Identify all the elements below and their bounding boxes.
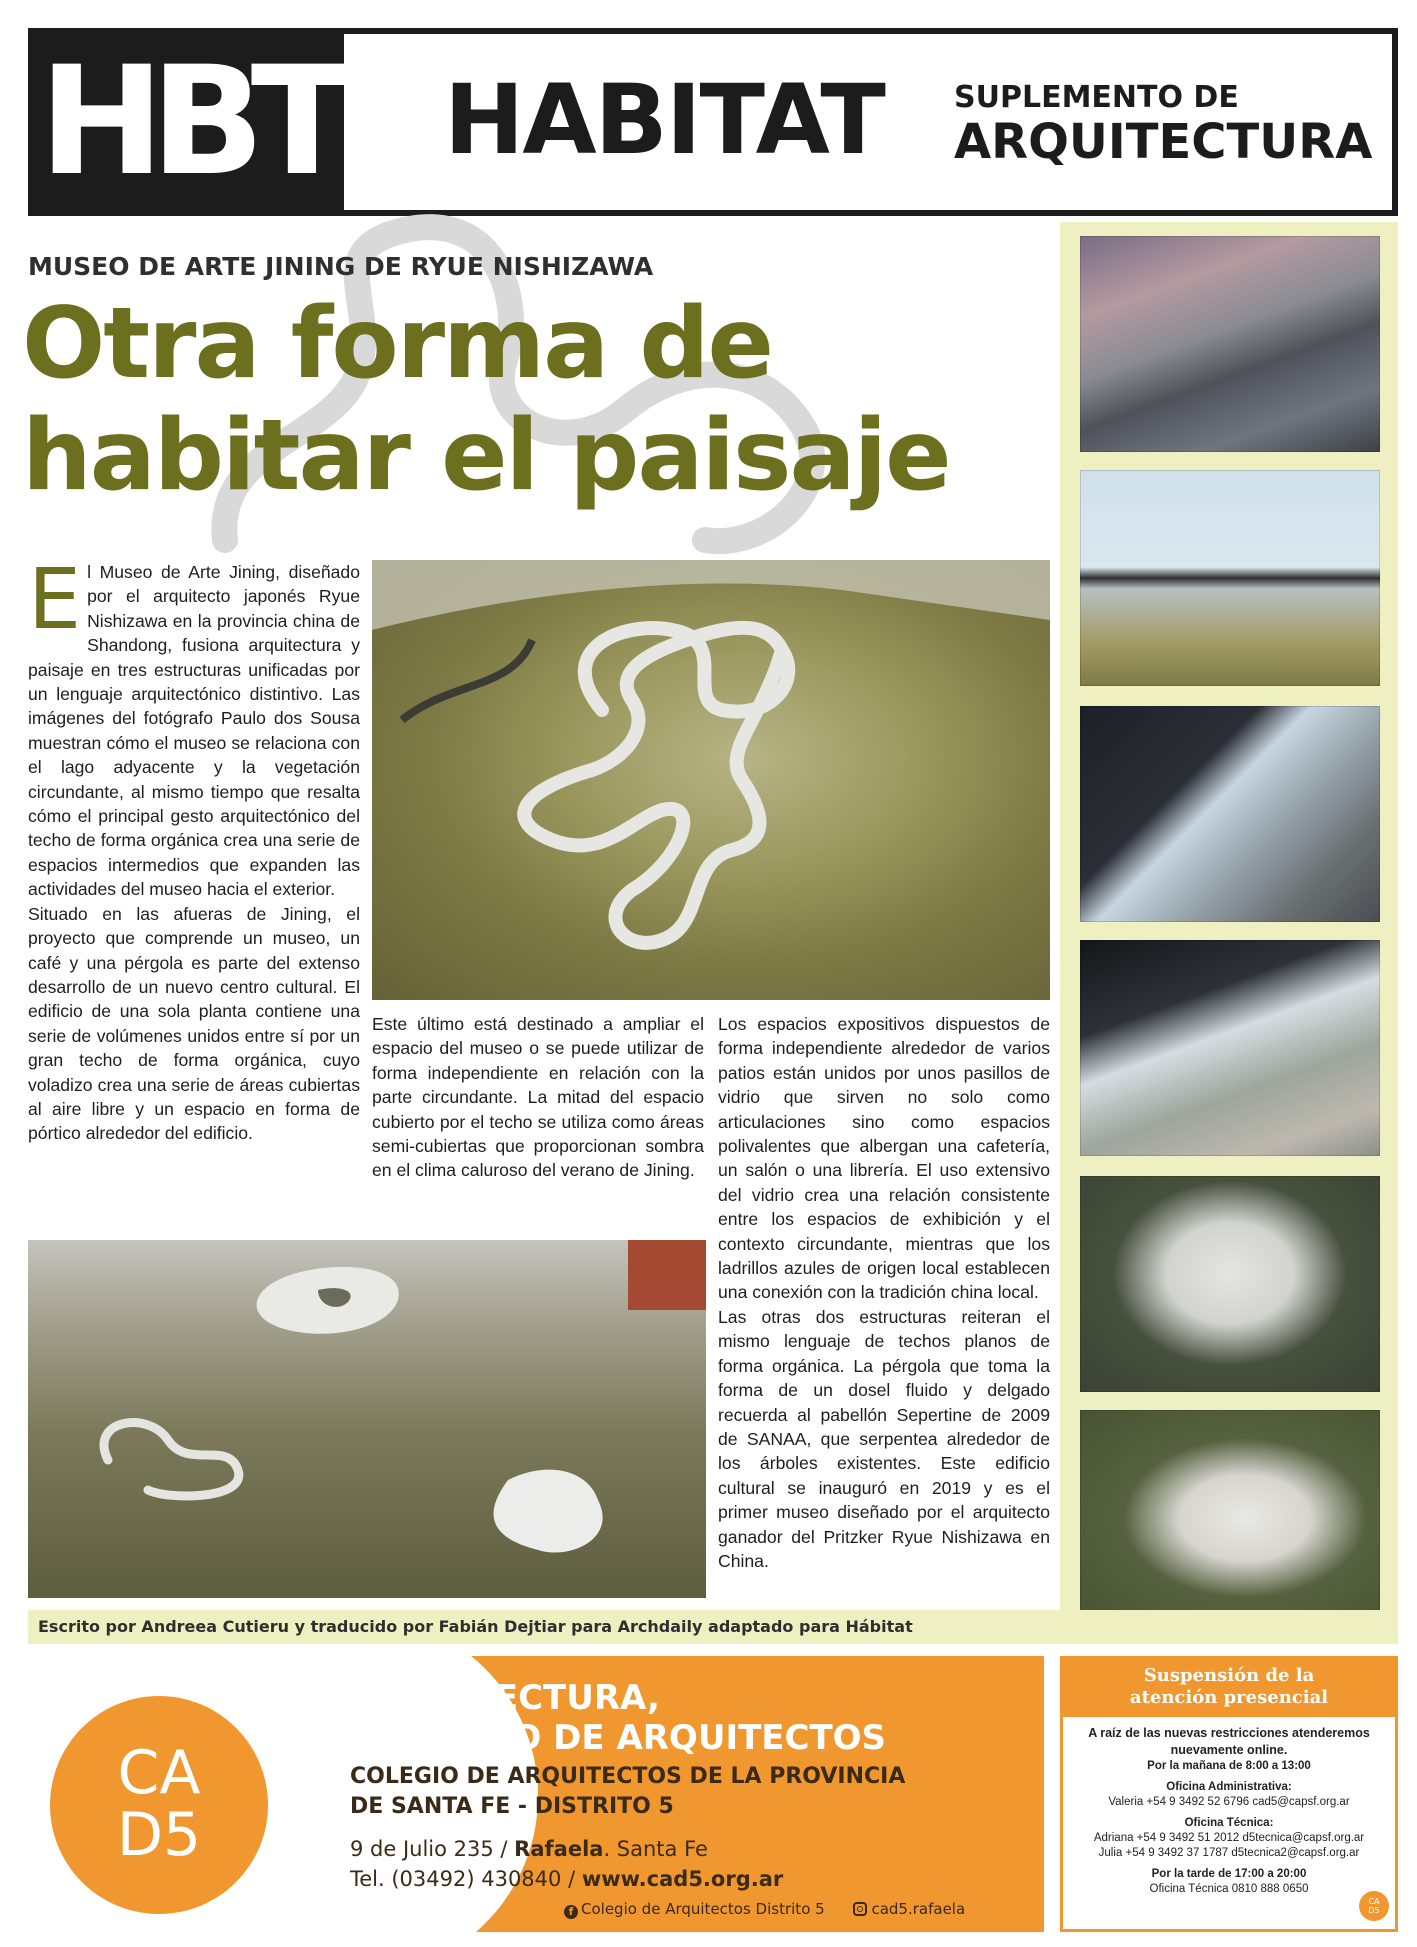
hbt-logo: HBT bbox=[34, 34, 344, 210]
facebook-link[interactable] bbox=[564, 1900, 825, 1918]
notice-title-line-2: atención presencial bbox=[1129, 1687, 1329, 1708]
ad-org-line-1: COLEGIO DE ARQUITECTOS DE LA PROVINCIA bbox=[350, 1764, 906, 1789]
ad-province: . Santa Fe bbox=[603, 1837, 708, 1861]
photo-museum-roof-aerial bbox=[1080, 1176, 1380, 1392]
notice-afternoon-hours: Por la tarde de 17:00 a 20:00 bbox=[1151, 1868, 1307, 1880]
cad5-advertisement bbox=[28, 1656, 1044, 1932]
notice-tech-contact-2: Julia +54 9 3492 37 1787 d5tecnica2@capsf.org.ar bbox=[1098, 1847, 1360, 1859]
notice-tech-phone: Oficina Técnica 0810 888 0650 bbox=[1149, 1883, 1309, 1895]
notice-admin-contact: Valeria +54 9 3492 52 6796 cad5@capsf.org.ar bbox=[1108, 1796, 1350, 1808]
mini-logo-line-1: CA bbox=[1368, 1897, 1380, 1906]
headline-line-1: Otra forma de bbox=[22, 287, 773, 401]
photo-glass-corridor bbox=[1080, 940, 1380, 1156]
masthead-title: HABITAT bbox=[444, 64, 884, 176]
ad-title bbox=[350, 1678, 886, 1758]
photo-cafe-roof-aerial bbox=[1080, 1410, 1380, 1626]
article-paragraph: l Museo de Arte Jining, diseñado por el arquitecto japonés Ryue Nishizawa en la provincia china de Shandong, fusiona arquitectura y paisaje en tres estructuras unificadas por un lenguaje arquitectónico distintivo. Las imágenes del fotógrafo Paulo dos Sousa muestran cómo el museo se relaciona con el lago adyacente y la vegetación circundante, al mismo tiempo que resalta cómo el principal gesto arquitectónico del techo de forma orgánica crea una serie de espacios intermedios que expanden las actividades del museo hacia el exterior. bbox=[28, 562, 360, 900]
article-column-1 bbox=[28, 550, 360, 1146]
article-kicker: MUSEO DE ARTE JINING DE RYUE NISHIZAWA bbox=[28, 252, 654, 281]
cad5-logo-line-1: CA bbox=[117, 1738, 201, 1808]
ad-website-link[interactable]: www.cad5.org.ar bbox=[581, 1867, 784, 1891]
cad5-logo bbox=[50, 1696, 268, 1914]
masthead-subtitle-1: SUPLEMENTO DE bbox=[954, 80, 1239, 115]
article-column-3 bbox=[718, 1012, 1050, 1573]
ad-org-line-2: DE SANTA FE - DISTRITO 5 bbox=[350, 1794, 674, 1819]
headline-line-2: habitar el paisaje bbox=[22, 399, 950, 513]
facebook-label: Colegio de Arquitectos Distrito 5 bbox=[581, 1900, 825, 1918]
notice-body bbox=[1063, 1717, 1395, 1897]
article-column-2 bbox=[372, 1012, 704, 1183]
article-paragraph: Las otras dos estructuras reiteran el mismo lenguaje de techos planos de forma orgánica. La pérgola que toma la forma de un dosel fluido y delgado recuerda al pabellón Sepertine de 2009 de SANAA, que serpentea alrededor de los árboles existentes. Este edificio cultural se inauguró en 2019 y es el primer museo diseñado por el arquitecto ganador del Pritzker Ryue Nishizawa en China. bbox=[718, 1306, 1050, 1571]
photo-museum-aerial bbox=[28, 1240, 706, 1598]
notice-tech-label: Oficina Técnica: bbox=[1184, 1817, 1274, 1829]
ad-address bbox=[350, 1834, 783, 1894]
photo-strip bbox=[1060, 222, 1398, 1630]
museum-aerial-graphic bbox=[28, 1240, 706, 1598]
article-paragraph: Este último está destinado a ampliar el espacio del museo o se puede utilizar de forma independiente en relación con la parte circundante. La mitad del espacio cubierto por el techo se utiliza como áreas semi-cubiertas que proporcionan sombra en el clima caluroso del verano de Jining. bbox=[372, 1014, 704, 1181]
article-headline bbox=[22, 288, 1052, 512]
mini-logo-line-2: D5 bbox=[1368, 1906, 1380, 1915]
notice-title-line-1: Suspensión de la bbox=[1143, 1665, 1315, 1686]
facebook-icon: f bbox=[564, 1905, 578, 1919]
cad5-mini-logo bbox=[1359, 1891, 1389, 1921]
photo-pergola-canopy bbox=[1080, 470, 1380, 686]
ad-title-line-1: ARQUITECTURA, bbox=[350, 1678, 660, 1718]
drop-cap: E bbox=[28, 550, 82, 648]
notice-morning-hours: Por la mañana de 8:00 a 13:00 bbox=[1147, 1760, 1311, 1772]
article-paragraph: Los espacios expositivos dispuestos de forma independiente alrededor de varios patios están unidos por unos pasillos de vidrio que sirven no solo como articulaciones sino como espacios polivalentes que albergan una cafetería, un salón o una librería. El uso extensivo del vidrio crea una relación consistente entre los espacios de exhibición y el contexto circundante, mientras que los ladrillos azules de origen local establecen una conexión con la tradición china local. bbox=[718, 1014, 1050, 1303]
cad5-logo-line-2: D5 bbox=[116, 1800, 202, 1870]
photo-pergola-aerial bbox=[372, 560, 1050, 1000]
ad-street: 9 de Julio 235 / bbox=[350, 1837, 515, 1861]
masthead-subtitle-2: ARQUITECTURA bbox=[954, 114, 1373, 170]
instagram-link[interactable] bbox=[853, 1900, 965, 1918]
notice-admin-label: Oficina Administrativa: bbox=[1166, 1781, 1292, 1793]
notice-lead: A raíz de las nuevas restricciones atenderemos nuevamente online. bbox=[1088, 1726, 1370, 1757]
article-credit: Escrito por Andreea Cutieru y traducido por Fabián Dejtiar para Archdaily adaptado para Hábitat bbox=[28, 1610, 1398, 1644]
ad-phone: Tel. (03492) 430840 / bbox=[350, 1867, 582, 1891]
pergola-aerial-graphic bbox=[372, 560, 1050, 1000]
ad-organization bbox=[350, 1762, 905, 1822]
ad-social-links bbox=[564, 1900, 965, 1919]
notice-tech-contact-1: Adriana +54 9 3492 51 2012 d5tecnica@capsf.org.ar bbox=[1093, 1832, 1365, 1844]
ad-city: Rafaela bbox=[514, 1837, 604, 1861]
instagram-icon bbox=[853, 1902, 867, 1916]
notice-box bbox=[1060, 1656, 1398, 1932]
notice-title bbox=[1063, 1659, 1395, 1717]
instagram-label: cad5.rafaela bbox=[871, 1900, 966, 1918]
photo-museum-facade-dusk bbox=[1080, 236, 1380, 452]
ad-title-line-2: ATRIBUTO DE ARQUITECTOS bbox=[350, 1718, 887, 1758]
article-paragraph: Situado en las afueras de Jining, el proyecto que comprende un museo, un café y una pérgola es parte del extenso desarrollo de un nuevo centro cultural. El edificio de una sola planta contiene una serie de volúmenes unidos entre sí por un gran techo de forma orgánica, cuyo voladizo crea una serie de áreas cubiertas al aire libre y un espacio en forma de pórtico alrededor del edificio. bbox=[28, 903, 360, 1144]
masthead bbox=[28, 28, 1398, 216]
photo-cantilever-roof bbox=[1080, 706, 1380, 922]
